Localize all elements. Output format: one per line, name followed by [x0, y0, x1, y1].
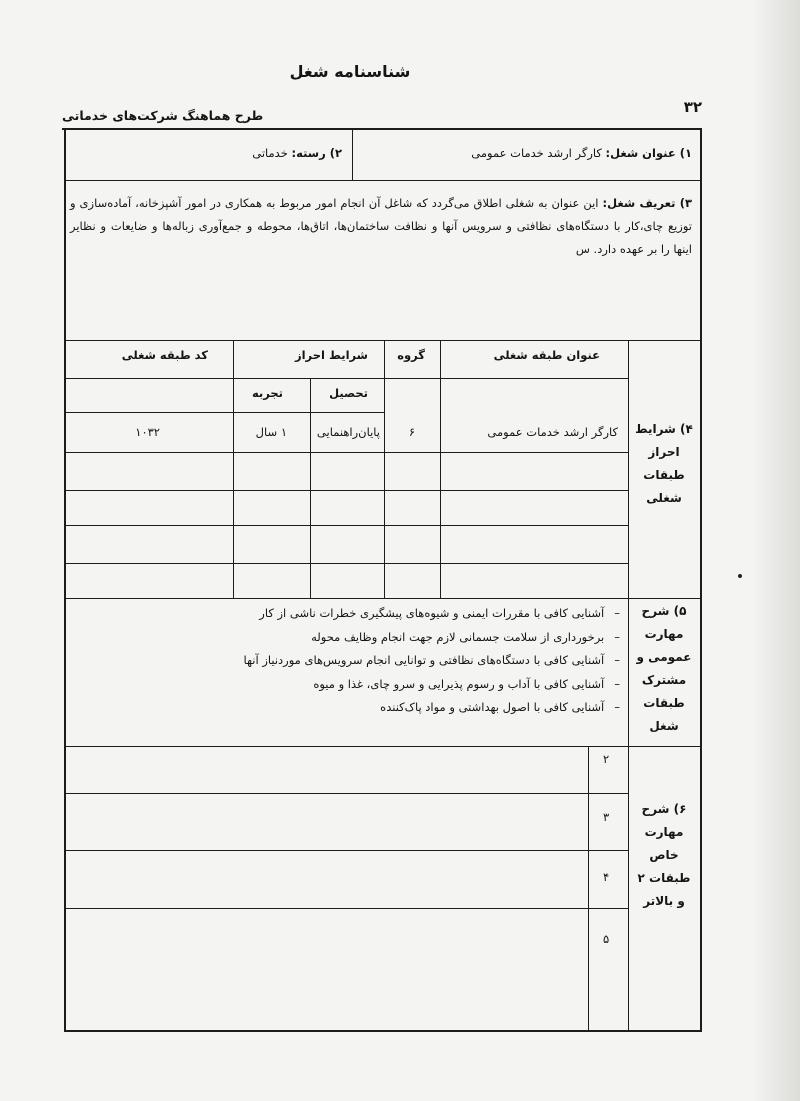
header-experience: تجربه	[251, 386, 283, 400]
page-title: شناسنامه شغل	[289, 62, 411, 81]
header-education: تحصیل	[329, 386, 368, 400]
header-qualifications: شرایط احراز	[295, 348, 368, 362]
section4-label: ۴) شرایط احراز طبقات شغلی	[635, 422, 693, 505]
level-5-number: ۵	[603, 932, 610, 946]
category-value: خدماتی	[252, 146, 288, 160]
job-title-label: ۱) عنوان شغل:	[605, 146, 692, 160]
level-2-number: ۲	[603, 752, 610, 766]
row-job-title: کارگر ارشد خدمات عمومی	[487, 425, 618, 439]
row-group: ۶	[408, 425, 415, 439]
list-item: –آشنایی کافی با مقررات ایمنی و شیوه‌های پیشگیری خطرات ناشی از کار	[259, 606, 620, 620]
section6-label: ۶) شرح مهارت خاص طبقات ۲ و بالاتر	[637, 802, 691, 908]
job-definition	[70, 192, 692, 261]
row-education: پایان‌راهنمایی	[316, 425, 380, 439]
page-subtitle: طرح هماهنگ شرکت‌های خدماتی	[62, 108, 264, 123]
job-title-field	[471, 146, 692, 160]
list-item: –آشنایی کافی با آداب و رسوم پذیرایی و سرو چای، غذا و میوه	[313, 676, 620, 691]
page-edge-shadow	[752, 0, 800, 1101]
list-item: –آشنایی کافی با اصول بهداشتی و مواد پاک‌کننده	[380, 700, 620, 714]
header-job-class-title: عنوان طبقه شغلی	[493, 348, 600, 362]
row-class-code: ۱۰۳۲	[135, 425, 160, 439]
level-3-number: ۳	[603, 810, 610, 824]
page-number: ۳۲	[683, 98, 702, 116]
header-class-code: کد طبقه شغلی	[121, 348, 208, 362]
margin-dot	[738, 574, 742, 578]
section5-label: ۵) شرح مهارت عمومی و مشترک طبقات شغل	[636, 604, 692, 733]
list-item: –آشنایی کافی با دستگاه‌های نظافتی و توانایی انجام سرویس‌های موردنیاز آنها	[243, 653, 620, 667]
row-experience: ۱ سال	[255, 425, 287, 439]
level-4-number: ۴	[603, 870, 610, 884]
category-field	[252, 146, 342, 160]
header-group: گروه	[397, 348, 425, 362]
job-definition-label: ۳) تعریف شغل:	[602, 196, 693, 210]
list-item: –برخورداری از سلامت جسمانی لازم جهت انجام وظایف محوله	[311, 629, 620, 644]
job-title-value: کارگر ارشد خدمات عمومی	[471, 146, 602, 160]
job-definition-text: این عنوان به شغلی اطلاق می‌گردد که شاغل آن انجام امور مربوط به همکاری در امور آشپزخانه، آماده‌سازی و توزیع چای،کار با دستگاه‌های نظافتی و سرویس آنها و نظافت ساختمان‌ها، اتاق‌ها، محوطه و جمع‌آوری زباله‌ها و ضایعات و نظایر اینها را بر عهده دارد. س	[70, 196, 692, 256]
category-label: ۲) رسته:	[291, 146, 342, 160]
